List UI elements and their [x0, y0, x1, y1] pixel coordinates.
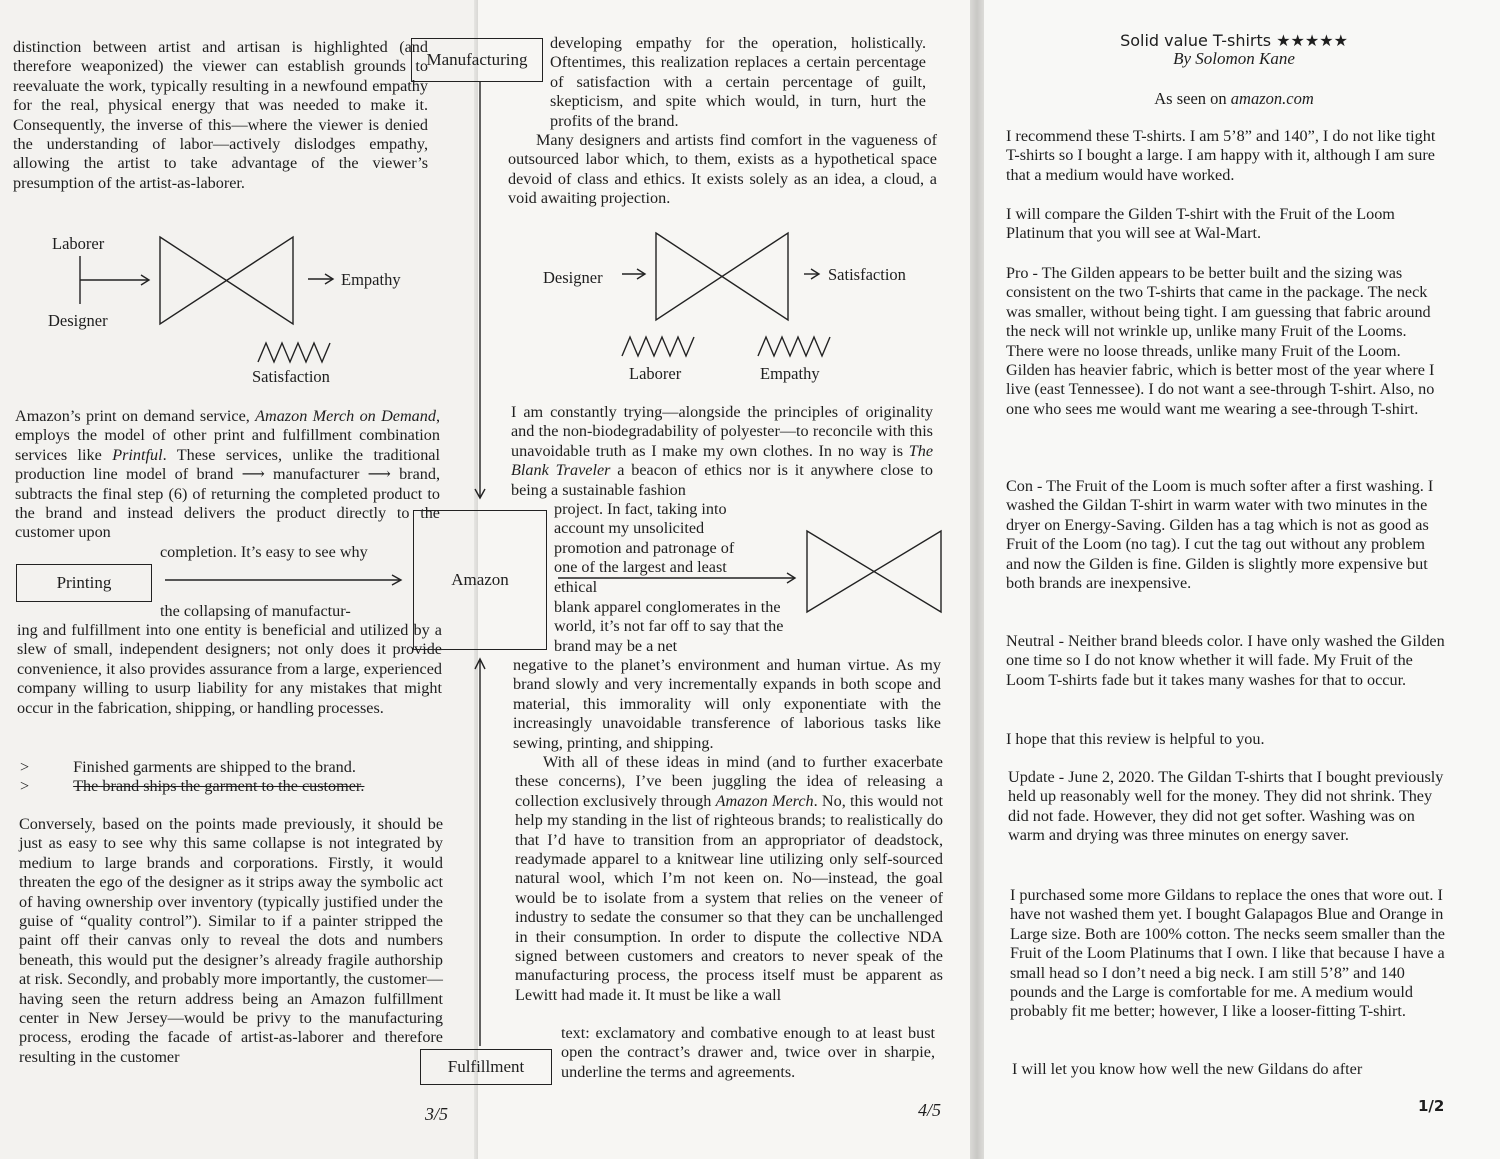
p3-designer-label: Designer [48, 311, 108, 330]
p3-para2: Amazon’s print on demand service, Amazon Merch on Demand, employs the model of other print and fulfillment combination services like Printful. These services, unlike the traditional production line model of brand ⟶ manufacturer ⟶ brand, subtracts the final step (6) of returning the completed product to the brand and instead delivers the product directly to the customer upon [15, 407, 440, 542]
fulfillment-box: Fulfillment [420, 1049, 552, 1085]
p4-designer-label: Designer [543, 268, 603, 287]
amazon-box: Amazon [413, 510, 547, 650]
bullet-2: > The brand ships the garment to the customer. [20, 777, 365, 796]
p3-para3: ing and fulfillment into one entity is beneficial and utilized by a slew of small, independent designers; not only does it provide convenience, it also provides assurance from a large, experienced company willing to usurp liability for any mistakes that might occur in the fabrication, shipping, or handling processes. [17, 621, 442, 717]
p4-para3-rest: negative to the planet’s environment and human virtue. As my brand slowly and very incrementally expands in both scope and material, this immorality will only exponentiate with the increasingly unavoidable transference of laborious tasks like sewing, printing, and shipping. [513, 656, 941, 752]
review-p4: Con - The Fruit of the Loom is much softer after a first washing. I washed the Gildan T-shirt in warm water with two minutes in the dryer on Energy-Saving. Gilden has a tag which is not as good as Fruit of the Loom (no tag). I cut the tag out without any problem and now the Gilden is fine. Gilden is slightly more expensive but both brands are inexpensive. [1006, 477, 1434, 593]
p4-para4-end: text: exclamatory and combative enough to at least bust open the contract’s drawer and, twice over in sharpie, underline the terms and agreements. [561, 1024, 935, 1081]
review-p5: Neutral - Neither brand bleeds color. I have only washed the Gilden one time so I do not know whether it will fade. My Fruit of the Loom T-shirts fade but it takes many washes for that to occur. [1006, 632, 1445, 689]
p4-para4: With all of these ideas in mind (and to further exacerbate these concerns), I’ve been juggling the idea of releasing a collection exclusively through Amazon Merch. No, this would not help my standing in the list of righteous brands; to realistically do that I’d have to transition from an appropriator of deadstock, readymade apparel to a knitwear line utilizing only self-sourced natural wool, which I’m not keen on. No—instead, the goal would be to isolate from a system that relies on the veneer of industry to sedate the consumer so that they can be unchallenged in their consumption. In order to dispute the collective NDA signed between customers and creators to never speak of the manufacturing process, the process itself must be apparent as Lewitt had made it. It must be like a wall [515, 753, 944, 1004]
page-5 [984, 0, 1500, 1159]
p4-satisfaction-label: Satisfaction [828, 265, 906, 284]
review-p9: I will let you know how well the new Gildans do after [1012, 1060, 1363, 1078]
p3-laborer-label: Laborer [52, 234, 105, 253]
manufacturing-box: Manufacturing [411, 38, 543, 82]
review-source: As seen on amazon.com [1154, 89, 1314, 108]
review-p7: Update - June 2, 2020. The Gildan T-shirts that I bought previously held up reasonably well for the money. They did not shrink. They did not fade. However, they did not get softer. Washing was on warm and drying was three minutes on energy saver. [1008, 768, 1444, 845]
bullet-marker: > [20, 758, 30, 776]
p3-satisfaction-label: Satisfaction [252, 367, 330, 386]
p4-empathy-label: Empathy [760, 364, 820, 383]
p4-para1: developing empathy for the operation, holistically. Oftentimes, this realization replaces a certain percentage of satisfaction with a certain percentage of guilt, skepticism, and spite which would, in turn, hurt the profits of the brand. [550, 34, 926, 130]
review-p8: I purchased some more Gildans to replace the ones that wore out. I have not washed them yet. I bought Galapagos Blue and Orange in Large size. Both are 100% cotton. The necks seem smaller than the Fruit of the Loom Platinums that I own. I like that because I have a small head so I don’t need a big neck. I am still 5’8” and 140 pounds and the Large is comfortable for me. A medium would probably fit me better; however, I like a looser-fitting T-shirt. [1010, 886, 1445, 1021]
printing-box: Printing [16, 564, 152, 602]
p3-page-number: 3/5 [425, 1104, 449, 1124]
p3-para3-start: the collapsing of manufactur- [160, 602, 351, 620]
p4-para2: Many designers and artists find comfort in the vagueness of outsourced labor which, to them, exists as a hypothetical space devoid of class and ethics. It exists solely as an idea, a cloud, a void awaiting projection. [508, 131, 937, 208]
p4-para3: I am constantly trying—alongside the principles of originality and the non-biodegradability of polyester—to reconcile with this unavoidable truth as I make my own clothes. In no way is The Blank Traveler a beacon of ethics nor is it anywhere close to being a sustainable fashion [511, 403, 933, 499]
review-byline: By Solomon Kane [1173, 49, 1295, 68]
p3-para4: Conversely, based on the points made previously, it should be just as easy to see why this same collapse is not integrated by medium to large brands and corporations. Firstly, it would threaten the ego of the designer as it strips away the symbolic act of having ownership over inventory (typically justified under the guise of “quality control”). Similar to if a painter stripped the paint off their canvas only to reveal the dots and numbers beneath, this would put the designer’s already fragile authorship at risk. Secondly, and probably more importantly, the customer—having seen the return address being an Amazon fulfillment center in New Jersey—would be privy to the manufacturing process, eroding the facade of artist-as-laborer and therefore resulting in the customer [19, 815, 443, 1066]
p4-para3-narrow2: blank apparel conglomerates in the world, it’s not far off to say that the brand may be a net [554, 598, 784, 655]
p4-para3-narrow: project. In fact, taking into account my unsolicited promotion and patronage of one of the largest and least ethical [554, 500, 735, 596]
review-p1: I recommend these T-shirts. I am 5’8” and 140”, I do not like tight T-shirts so I bought a large. I am happy with it, although I am sure that a medium would have worked. [1006, 127, 1436, 184]
p4-laborer-label: Laborer [629, 364, 682, 383]
review-title: Solid value T-shirts ★★★★★ [1120, 31, 1348, 50]
p3-para1: distinction between artist and artisan is highlighted (and therefore weaponized) the viewer can establish grounds to reevaluate the work, typically resulting in a newfound empathy for the real, physical energy that was needed to make it. Consequently, the inverse of this—where the viewer is denied the understanding of labor—actively dislodges empathy, allowing the artist to take advantage of the viewer’s presumption of the artist-as-laborer. [13, 38, 428, 192]
review-p2: I will compare the Gilden T-shirt with the Fruit of the Loom Platinum that you will see at Wal-Mart. [1006, 205, 1395, 243]
p5-page-number: 1/2 [1418, 1097, 1445, 1115]
p4-page-number: 4/5 [918, 1100, 942, 1120]
review-p3: Pro - The Gilden appears to be better built and the sizing was consistent on the two T-shirts that came in the package. The neck was smaller, without being tight. I am guessing that fabric around the neck will not wrinkle up, unlike many Fruit of the Looms. There were no loose threads, unlike many Fruit of the Loom. Gilden has heavier fabric, which is better most of the year where I live (east Tennessee). I do not want a see-through T-shirt. Also, no one who sees me would want me wearing a see-through T-shirt. [1006, 264, 1435, 418]
bullet-marker: > [20, 777, 30, 796]
review-p6: I hope that this review is helpful to you. [1006, 730, 1265, 748]
p3-empathy-label: Empathy [341, 270, 401, 289]
p3-para2-end: completion. It’s easy to see why [160, 543, 368, 561]
bullet-1: > Finished garments are shipped to the brand. [20, 758, 356, 776]
